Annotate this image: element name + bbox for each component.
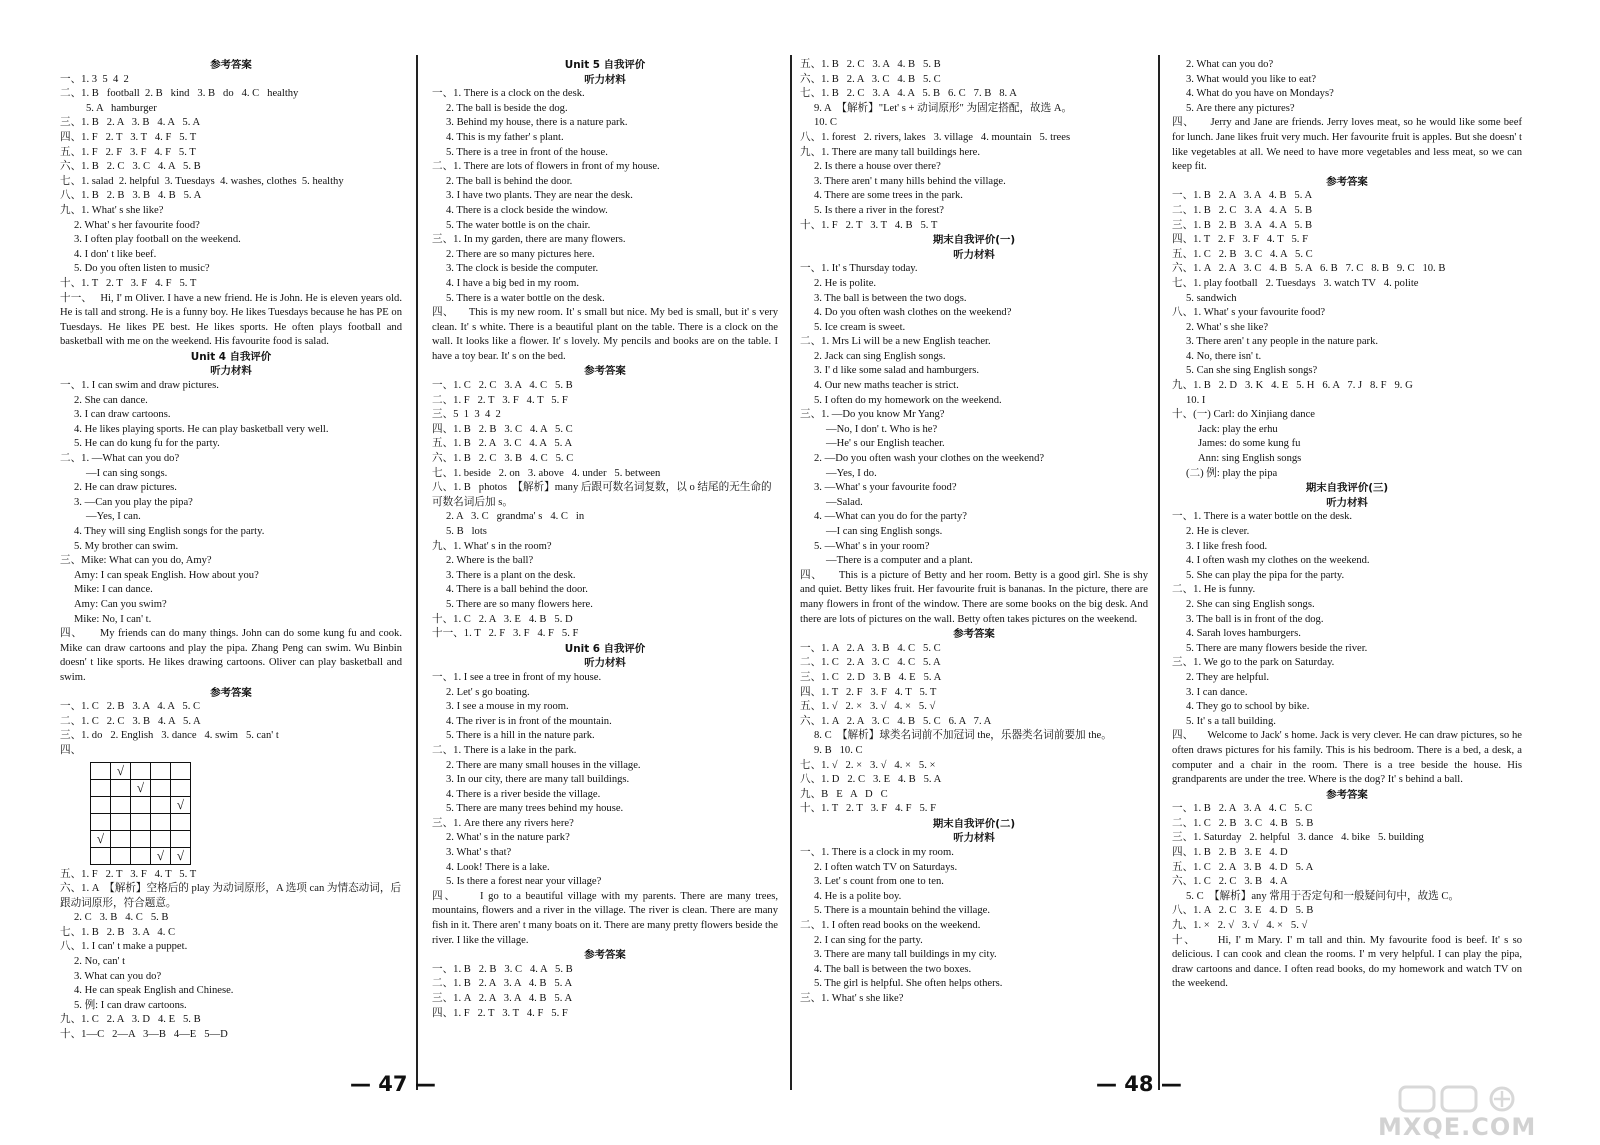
answer-line: 10. C xyxy=(814,117,837,129)
answer-line: 二、1. B 2. A 3. A 4. B 5. A xyxy=(432,978,573,990)
answer-line: 2. I often watch TV on Saturdays. xyxy=(814,861,958,873)
answer-line: 2. What' s in the nature park? xyxy=(446,832,570,844)
answer-line: 六、1. B 2. A 3. C 4. B 5. C xyxy=(800,73,941,85)
answer-line: 4. Do you often wash clothes on the weekend? xyxy=(814,307,1012,319)
answer-line: 二、1. C 2. B 3. C 4. B 5. B xyxy=(1172,817,1314,829)
answer-line: 一、1. B 2. A 3. A 4. C 5. C xyxy=(1172,803,1313,815)
column-divider xyxy=(416,55,418,1090)
section-heading: 参考答案 xyxy=(210,59,252,71)
answer-line: 九、1. C 2. A 3. D 4. E 5. B xyxy=(60,1014,201,1026)
answer-line: 5. I often do my homework on the weekend. xyxy=(814,394,1002,406)
answer-line: 5. Are there any pictures? xyxy=(1186,102,1295,114)
answer-line: 4. There are some trees in the park. xyxy=(814,190,963,202)
answer-line: 3. What can you do? xyxy=(74,970,162,982)
answer-line: 七、1. B 2. C 3. A 4. A 5. B 6. C 7. B 8. A xyxy=(800,88,1017,100)
answer-line: 九、B E A D C xyxy=(800,788,888,800)
answer-line: 十、1. T 2. T 3. F 4. F 5. F xyxy=(800,803,936,815)
answer-line: 十、1. F 2. T 3. T 4. B 5. T xyxy=(800,219,938,231)
answer-line: 九、1. What' s she like? xyxy=(60,204,164,216)
section-heading: 参考答案 xyxy=(1326,788,1368,801)
section-heading: Unit 6 自我评价 xyxy=(564,642,646,655)
answer-line: 8. C 【解析】球类名词前不加冠词 the，乐器类名词前要加 the。 xyxy=(814,730,1112,742)
section-heading: 听力材料 xyxy=(584,73,626,86)
answer-line: 5. Can she sing English songs? xyxy=(1186,365,1318,377)
answer-line: 六、1. A 2. A 3. C 4. B 5. C 6. A 7. A xyxy=(800,715,992,727)
answer-line: 4. What do you have on Mondays? xyxy=(1186,88,1334,100)
section-heading: 听力材料 xyxy=(953,248,995,261)
passage-paragraph: 十一、 Hi, I' m Oliver. I have a new friend. He is John. He is eleven years old. He is tall and strong. He is a funny boy. He likes Tuesdays because he has PE on Tuesdays. He likes PE best. He likes sports. He often plays football and basketball with me on the weekend. His favourite food is salad. xyxy=(60,292,405,348)
answer-line: 四、1. F 2. T 3. T 4. F 5. T xyxy=(60,131,197,143)
answer-line: 十、1—C 2—A 3—B 4—E 5—D xyxy=(60,1029,228,1041)
answer-line: 2. Where is the ball? xyxy=(446,555,534,567)
answer-line: 4. Sarah loves hamburgers. xyxy=(1186,628,1301,640)
answer-line: 5. Ice cream is sweet. xyxy=(814,321,906,333)
column-3 xyxy=(800,58,1151,1088)
page-number-left: — 47 — xyxy=(350,1072,436,1096)
grid-cell xyxy=(151,779,171,796)
answer-line: 三、1. do 2. English 3. dance 4. swim 5. can' t xyxy=(60,730,279,742)
answer-line: 三、1. —Do you know Mr Yang? xyxy=(800,409,945,421)
watermark xyxy=(1378,1085,1578,1141)
answer-line: 二、1. There is a lake in the park. xyxy=(432,744,577,756)
answer-line: 二、1. He is funny. xyxy=(1172,584,1256,596)
answer-line: 一、1. There is a clock in my room. xyxy=(800,847,954,859)
answer-line: 2. She can dance. xyxy=(74,394,148,406)
grid-cell xyxy=(91,813,111,830)
answer-line: 4. No, there isn' t. xyxy=(1186,350,1262,362)
answer-line: 十、1. T 2. T 3. F 4. F 5. T xyxy=(60,277,197,289)
answer-line: 4. They will sing English songs for the party. xyxy=(74,526,265,537)
grid-cell xyxy=(151,830,171,847)
answer-line: 4. There is a clock beside the window. xyxy=(446,204,608,216)
answer-line: 二、1. I often read books on the weekend. xyxy=(800,920,981,932)
answer-line: 3. —Can you play the pipa? xyxy=(74,496,193,508)
grid-cell xyxy=(111,779,131,796)
answer-line: 2. There are so many pictures here. xyxy=(446,248,595,260)
answer-line: 3. I can draw cartoons. xyxy=(74,409,171,421)
answer-line: 七、1. play football 2. Tuesdays 3. watch TV 4. polite xyxy=(1172,277,1419,289)
answer-line: 3. Behind my house, there is a nature park. xyxy=(446,117,628,129)
section-heading: 参考答案 xyxy=(584,365,626,378)
answer-line: 三、1. A 2. A 3. A 4. B 5. A xyxy=(432,993,573,1004)
grid-cell xyxy=(171,779,191,796)
answer-line: 八、1. forest 2. rivers, lakes 3. village 4. mountain 5. trees xyxy=(800,131,1071,143)
answer-line: 5. —What' s in your room? xyxy=(814,540,930,552)
grid-cell xyxy=(111,847,131,864)
passage-paragraph: 十、 Hi, I' m Mary. I' m tall and thin. My favourite food is beef. It' s so delicious. I can cook and clean the rooms. I' m very helpful. I can play the pipa, draw cartoons and dance. I often read books, do my homework and watch TV on the weekend. xyxy=(1172,934,1525,990)
answer-line: 3. There aren' t many hills behind the village. xyxy=(814,175,1006,187)
answer-line: 3. The clock is beside the computer. xyxy=(446,263,599,275)
section-heading: Unit 4 自我评价 xyxy=(190,350,272,363)
answer-line: 十、1. C 2. A 3. E 4. B 5. D xyxy=(432,613,573,625)
answer-line: 5. Do you often listen to music? xyxy=(74,263,210,275)
grid-cell xyxy=(151,796,171,813)
answer-line: 三、1. B 2. A 3. B 4. A 5. A xyxy=(60,117,201,129)
answer-line: 4. He is a polite boy. xyxy=(814,890,902,902)
answer-line: 9. A 【解析】"Let' s + 动词原形" 为固定搭配，故选 A。 xyxy=(814,102,1073,114)
answer-line: 5. It' s a tall building. xyxy=(1186,715,1276,727)
column-divider xyxy=(790,55,792,1090)
grid-cell xyxy=(111,796,131,813)
passage-paragraph: 四、 This is a picture of Betty and her room. Betty is a good girl. She is shy and quiet. Betty likes fruit. Her favourite fruit is bananas. In the picture, there are many flowers in front of the window. There are some books on the big desk. And there are lots of pictures on the wall. Betty often takes pictures on the weekend. xyxy=(800,569,1151,625)
answer-line: 一、1. There is a water bottle on the desk. xyxy=(1172,511,1353,523)
answer-line: 八、1. B 2. B 3. B 4. B 5. A xyxy=(60,190,202,202)
answer-line: Amy: I can speak English. How about you? xyxy=(74,569,259,581)
answer-line: 3. I see a mouse in my room. xyxy=(446,701,569,713)
answer-line: 十一、1. T 2. F 3. F 4. F 5. F xyxy=(432,628,579,640)
answer-line: 3. What' s that? xyxy=(446,847,512,859)
answer-line: 八、1. What' s your favourite food? xyxy=(1172,307,1326,319)
answer-line: 五、1. C 2. A 3. B 4. D 5. A xyxy=(1172,861,1314,873)
answer-line: Mike: I can dance. xyxy=(74,584,153,596)
answer-line: 2. The ball is behind the door. xyxy=(446,175,573,187)
answer-line: 一、1. I can swim and draw pictures. xyxy=(60,380,219,392)
grid-cell: √ xyxy=(151,847,171,864)
answer-line: 十、(一) Carl: do Xinjiang dance xyxy=(1172,409,1315,421)
answer-line: 5. There are many flowers beside the river. xyxy=(1186,642,1368,654)
answer-line: 一、1. C 2. B 3. A 4. A 5. C xyxy=(60,701,201,713)
answer-line: 3. I have two plants. They are near the desk. xyxy=(446,190,633,202)
answer-line: 2. Jack can sing English songs. xyxy=(814,350,946,362)
section-heading: 听力材料 xyxy=(584,657,626,670)
answer-line: 4. There is a river beside the village. xyxy=(446,788,601,800)
answer-line: 3. I often play football on the weekend. xyxy=(74,234,241,246)
answer-line: —Yes, I do. xyxy=(826,467,877,479)
answer-line: 3. There aren' t any people in the nature park. xyxy=(1186,336,1379,348)
answer-line: 二、1. B 2. C 3. A 4. A 5. B xyxy=(1172,204,1313,216)
watermark-text: MXQE.COM xyxy=(1378,1113,1537,1141)
column-2 xyxy=(432,58,781,1088)
answer-line: 一、1. It' s Thursday today. xyxy=(800,263,918,275)
answer-line: 一、1. B 2. B 3. C 4. A 5. B xyxy=(432,963,573,975)
answer-line: 六、1. B 2. C 3. B 4. C 5. C xyxy=(432,453,574,465)
answer-line: 一、1. There is a clock on the desk. xyxy=(432,88,585,100)
section-heading: 期末自我评价(一) xyxy=(932,234,1016,247)
answer-line: —I can sing songs. xyxy=(86,467,168,479)
answer-line: 4. They go to school by bike. xyxy=(1186,701,1310,713)
answer-line: —Salad. xyxy=(826,496,863,508)
answer-line: 四、1. B 2. B 3. C 4. A 5. C xyxy=(432,423,573,435)
answer-line: 5. There is a mountain behind the village. xyxy=(814,905,991,917)
answer-line: 四、1. T 2. F 3. F 4. T 5. T xyxy=(800,686,937,698)
answer-line: —I can sing English songs. xyxy=(826,526,943,537)
section-heading: Unit 5 自我评价 xyxy=(564,59,646,71)
answer-line: 二、1. C 2. A 3. C 4. C 5. A xyxy=(800,657,941,669)
answer-line: 2. No, can' t xyxy=(74,956,126,968)
answer-line: 七、1. B 2. B 3. A 4. C xyxy=(60,926,176,938)
answer-line: 三、1. C 2. D 3. B 4. E 5. A xyxy=(800,671,942,683)
answer-line: (二) 例: play the pipa xyxy=(1186,467,1278,479)
answer-line: 二、1. —What can you do? xyxy=(60,453,180,465)
answer-line: 一、1. A 2. A 3. B 4. C 5. C xyxy=(800,642,941,654)
answer-line: 六、1. C 2. C 3. B 4. A xyxy=(1172,876,1288,888)
answer-line: 三、1. What' s she like? xyxy=(800,993,904,1004)
answer-line: 九、1. What' s in the room? xyxy=(432,540,552,552)
section-heading: 参考答案 xyxy=(1326,175,1368,188)
answer-line: 二、1. B football 2. B kind 3. B do 4. C healthy xyxy=(60,88,299,100)
answer-line: 2. —Do you often wash your clothes on the weekend? xyxy=(814,453,1045,465)
answer-line: 4. This is my father' s plant. xyxy=(446,131,564,143)
grid-cell xyxy=(91,779,111,796)
answer-line: 八、1. B photos 【解析】many 后跟可数名词复数，以 o 结尾的无生命的可数名词后加 s。 xyxy=(432,482,772,508)
answer-line: 七、1. √ 2. × 3. √ 4. × 5. × xyxy=(800,759,936,771)
answer-line: 2. He is polite. xyxy=(814,277,877,289)
answer-line: 5. Is there a river in the forest? xyxy=(814,204,945,216)
answer-line: 五、1. F 2. F 3. F 4. F 5. T xyxy=(60,146,196,158)
passage-paragraph: 四、 My friends can do many things. John can do some kung fu and cook. Mike can draw cartoons and play the pipa. Zhang Peng can swim. Wu Binbin doesn' t like sports. He likes drawing cartoons. Oliver can play basketball and swim. xyxy=(60,628,405,683)
answer-line: 4. I often wash my clothes on the weekend. xyxy=(1186,555,1370,567)
answer-line: 四、1. T 2. F 3. F 4. T 5. F xyxy=(1172,234,1308,246)
answer-line: 5. She can play the pipa for the party. xyxy=(1186,569,1345,581)
answer-line: 5. He can do kung fu for the party. xyxy=(74,438,220,450)
answer-line: 2. He can draw pictures. xyxy=(74,482,177,494)
grid-cell xyxy=(131,830,151,847)
answer-line: 三、5 1 3 4 2 xyxy=(432,409,501,421)
page-number-right: — 48 — xyxy=(1096,1072,1182,1096)
answer-line: 10. I xyxy=(1186,394,1206,406)
grid-cell: √ xyxy=(91,830,111,847)
section-heading: 期末自我评价(三) xyxy=(1305,482,1389,495)
answer-line: 4. I have a big bed in my room. xyxy=(446,277,579,289)
answer-line: 5. There are so many flowers here. xyxy=(446,598,593,610)
answer-line: 5. sandwich xyxy=(1186,292,1237,304)
answer-line: 三、1. B 2. B 3. A 4. A 5. B xyxy=(1172,219,1313,231)
answer-line: —No, I don' t. Who is he? xyxy=(826,423,938,435)
answer-line: 4. He can speak English and Chinese. xyxy=(74,985,234,997)
grid-cell: √ xyxy=(171,796,191,813)
answer-line: 3. The ball is between the two dogs. xyxy=(814,292,967,304)
answer-line: Mike: No, I can' t. xyxy=(74,613,152,625)
answer-line: 五、1. √ 2. × 3. √ 4. × 5. √ xyxy=(800,701,936,713)
answer-line: James: do some kung fu xyxy=(1198,438,1301,450)
answer-line: 七、1. beside 2. on 3. above 4. under 5. between xyxy=(432,467,661,479)
answer-line: 5. The water bottle is on the chair. xyxy=(446,219,591,231)
answer-line: Jack: play the erhu xyxy=(1198,423,1278,435)
section-heading: 期末自我评价(二) xyxy=(932,817,1016,830)
grid-cell xyxy=(171,762,191,779)
grid-cell xyxy=(131,813,151,830)
grid-cell xyxy=(171,830,191,847)
grid-cell xyxy=(151,813,171,830)
answer-line: 七、1. salad 2. helpful 3. Tuesdays 4. washes, clothes 5. healthy xyxy=(60,175,344,187)
column-4 xyxy=(1172,58,1525,1088)
answer-line: 五、1. F 2. T 3. F 4. T 5. T xyxy=(60,868,197,880)
grid-cell xyxy=(91,762,111,779)
answer-line: 5. There is a hill in the nature park. xyxy=(446,730,595,742)
answer-line: 一、1. C 2. C 3. A 4. C 5. B xyxy=(432,380,573,392)
column-1 xyxy=(60,58,405,1088)
answer-line: 2. They are helpful. xyxy=(1186,671,1270,683)
answer-line: 5. A hamburger xyxy=(86,102,157,114)
answer-line: 2. There are many small houses in the village. xyxy=(446,759,641,771)
passage-paragraph: 四、 Welcome to Jack' s home. Jack is very clever. He can draw pictures, so he often draws pictures for his family. This is his bedroom. There is a bed, a desk, a computer and a chair in the room. There is a tree beside the house. His grandparents are under the tree. Where is the dog? It' s behind a ball. xyxy=(1172,730,1525,786)
answer-line: 3. The ball is in front of the dog. xyxy=(1186,613,1324,625)
answer-line: 2. I can sing for the party. xyxy=(814,934,923,946)
answer-line: 3. —What' s your favourite food? xyxy=(814,482,957,494)
section-heading: 参考答案 xyxy=(953,628,995,641)
answer-line: 二、1. F 2. T 3. F 4. T 5. F xyxy=(432,394,568,406)
section-heading: 参考答案 xyxy=(210,686,252,699)
answer-line: —He' s our English teacher. xyxy=(826,438,945,450)
grid-cell xyxy=(91,847,111,864)
answer-line: 2. What' s she like? xyxy=(1186,321,1269,333)
section-heading: 参考答案 xyxy=(584,949,626,962)
answer-line: 3. I' d like some salad and hamburgers. xyxy=(814,365,979,377)
check-grid xyxy=(90,762,191,865)
answer-line: 六、1. A 2. A 3. C 4. B 5. A 6. B 7. C 8. B 9. C 10. B xyxy=(1172,263,1446,275)
answer-line: 三、1. Saturday 2. helpful 3. dance 4. bike 5. building xyxy=(1172,832,1424,844)
answer-line: 3. What would you like to eat? xyxy=(1186,73,1317,85)
answer-line: 三、1. Are there any rivers here? xyxy=(432,817,574,829)
answer-line: 4. The river is in front of the mountain. xyxy=(446,715,612,727)
answer-line: 4. There is a ball behind the door. xyxy=(446,584,588,596)
answer-line: 5. My brother can swim. xyxy=(74,540,179,552)
answer-line: 4. Our new maths teacher is strict. xyxy=(814,380,959,392)
answer-line: 3. Let' s count from one to ten. xyxy=(814,876,944,888)
answer-line: 一、1. I see a tree in front of my house. xyxy=(432,671,602,683)
answer-line: 三、Mike: What can you do, Amy? xyxy=(60,555,212,567)
answer-line: 3. There are many tall buildings in my city. xyxy=(814,949,997,961)
column-divider xyxy=(1158,55,1160,1090)
answer-line: 二、1. Mrs Li will be a new English teacher. xyxy=(800,336,991,348)
answer-line: 4. He likes playing sports. He can play basketball very well. xyxy=(74,423,329,435)
answer-line: 八、1. D 2. C 3. E 4. B 5. A xyxy=(800,774,942,786)
answer-line: 3. I like fresh food. xyxy=(1186,540,1268,552)
grid-cell: √ xyxy=(131,779,151,796)
answer-line: 3. There is a plant on the desk. xyxy=(446,569,576,581)
answer-line: 四、 xyxy=(60,744,82,756)
answer-line: 九、1. There are many tall buildings here. xyxy=(800,146,981,158)
grid-cell: √ xyxy=(171,847,191,864)
answer-line: 五、1. B 2. A 3. C 4. A 5. A xyxy=(432,438,573,450)
grid-cell xyxy=(151,762,171,779)
answer-line: 九、1. × 2. √ 3. √ 4. × 5. √ xyxy=(1172,920,1308,932)
answer-line: 一、1. B 2. A 3. A 4. B 5. A xyxy=(1172,190,1313,202)
answer-line: 五、1. B 2. C 3. A 4. B 5. B xyxy=(800,59,941,70)
answer-line: 五、1. C 2. B 3. C 4. A 5. C xyxy=(1172,248,1313,260)
answer-line: 三、1. We go to the park on Saturday. xyxy=(1172,657,1335,669)
answer-line: 2. What can you do? xyxy=(1186,59,1274,70)
answer-line: 四、1. B 2. B 3. E 4. D xyxy=(1172,847,1288,859)
answer-line: 六、1. A 【解析】空格后的 play 为动词原形，A 选项 can 为情态动词，后跟动词原形，符合题意。 xyxy=(60,883,402,909)
answer-line: 9. B 10. C xyxy=(814,744,863,756)
grid-cell xyxy=(131,762,151,779)
answer-line: 2. What' s her favourite food? xyxy=(74,219,200,231)
grid-cell xyxy=(171,813,191,830)
answer-line: 三、1. In my garden, there are many flowers. xyxy=(432,234,626,246)
answer-line: 3. In our city, there are many tall buildings. xyxy=(446,774,630,786)
section-heading: 听力材料 xyxy=(210,365,252,378)
grid-cell xyxy=(111,813,131,830)
answer-line: Amy: Can you swim? xyxy=(74,598,167,610)
section-heading: 听力材料 xyxy=(1326,496,1368,509)
answer-line: 2. She can sing English songs. xyxy=(1186,598,1315,610)
answer-line: 2. The ball is beside the dog. xyxy=(446,102,568,114)
answer-line: 5. C 【解析】any 常用于否定句和一般疑问句中，故选 C。 xyxy=(1186,890,1460,902)
grid-cell xyxy=(91,796,111,813)
answer-line: 5. There is a tree in front of the house. xyxy=(446,146,608,158)
answer-line: 2. A 3. C grandma' s 4. C in xyxy=(446,511,585,523)
answer-line: 八、1. I can' t make a puppet. xyxy=(60,941,188,953)
answer-line: —Yes, I can. xyxy=(86,511,141,523)
answer-line: 5. The girl is helpful. She often helps others. xyxy=(814,978,1003,990)
answer-line: 2. C 3. B 4. C 5. B xyxy=(74,912,169,924)
answer-line: 3. I can dance. xyxy=(1186,686,1248,698)
answer-line: 5. Is there a forest near your village? xyxy=(446,876,602,888)
watermark-logo-icon xyxy=(1398,1085,1558,1113)
answer-line: 5. There are many trees behind my house. xyxy=(446,803,624,815)
answer-line: 六、1. B 2. C 3. C 4. A 5. B xyxy=(60,161,201,173)
answer-line: 2. Let' s go boating. xyxy=(446,686,530,698)
answer-line: 2. He is clever. xyxy=(1186,526,1250,537)
answer-line: 5. B lots xyxy=(446,526,487,537)
passage-paragraph: 四、 I go to a beautiful village with my parents. There are many trees, mountains, flowers and a river in the village. The river is clean. There are many fish in it. There aren' t many boats on it. There are many pretty flowers beside the river. I like the village. xyxy=(432,890,781,946)
answer-line: 二、1. C 2. C 3. B 4. A 5. A xyxy=(60,715,201,727)
answer-line: 九、1. B 2. D 3. K 4. E 5. H 6. A 7. J 8. F 9. G xyxy=(1172,380,1413,392)
answer-line: Ann: sing English songs xyxy=(1198,453,1302,465)
section-heading: 听力材料 xyxy=(953,832,995,845)
passage-paragraph: 四、 This is my new room. It' s small but nice. My bed is small, but it' s very clean. It' s white. There is a beautiful plant on the table. There is a clock on the wall. It looks like a flower. It' s lovely. My pencils and books are on the table. I have a toy bear. It' s on the bed. xyxy=(432,307,781,362)
grid-cell xyxy=(131,796,151,813)
answer-line: 5. There is a water bottle on the desk. xyxy=(446,292,605,304)
answer-line: 4. The ball is between the two boxes. xyxy=(814,963,972,975)
answer-line: 一、1. 3 5 4 2 xyxy=(60,73,129,85)
passage-paragraph: 四、 Jerry and Jane are friends. Jerry loves meat, so he would like some beef for lunch. Jane likes fruit very much. Her favourite fruit is apples. But she doesn' t like vegetables at all. We need to have more vegetables and less meat, so we can keep fit. xyxy=(1172,117,1525,173)
answer-line: —There is a computer and a plant. xyxy=(826,555,973,567)
answer-line: 四、1. F 2. T 3. T 4. F 5. F xyxy=(432,1007,568,1019)
answer-line: 二、1. There are lots of flowers in front of my house. xyxy=(432,161,660,173)
grid-cell: √ xyxy=(111,762,131,779)
answer-line: 4. —What can you do for the party? xyxy=(814,511,967,523)
answer-line: 5. 例: I can draw cartoons. xyxy=(74,999,187,1011)
answer-line: 4. I don' t like beef. xyxy=(74,248,157,260)
answer-line: 八、1. A 2. C 3. E 4. D 5. B xyxy=(1172,905,1314,917)
answer-line: 4. Look! There is a lake. xyxy=(446,861,550,873)
grid-cell xyxy=(111,830,131,847)
grid-cell xyxy=(131,847,151,864)
answer-line: 2. Is there a house over there? xyxy=(814,161,941,173)
